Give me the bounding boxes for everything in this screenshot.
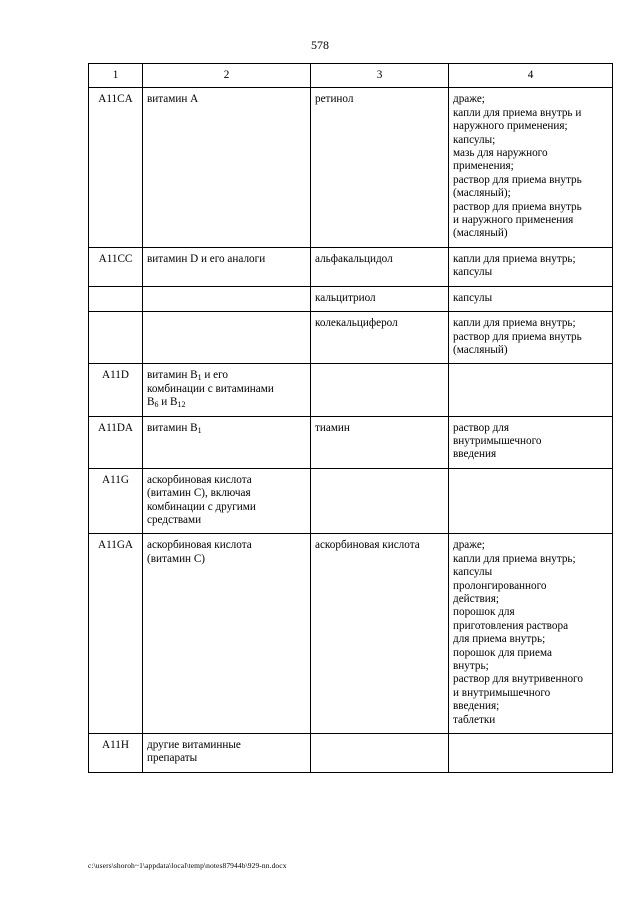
atc-code-cell: A11DA: [89, 416, 143, 468]
dosage-forms-cell: [449, 468, 613, 534]
dosage-form-line: действия;: [453, 593, 500, 605]
atc-code-cell: [89, 312, 143, 364]
table-row: [89, 286, 613, 311]
dosage-form-line: и внутримышечного: [453, 686, 551, 699]
dosage-form-line: раствор для приема внутрь: [453, 173, 582, 186]
substance-cell: [311, 468, 449, 534]
dosage-form-line: мазь для наружного: [453, 147, 548, 160]
group-name-line: [147, 474, 306, 487]
group-text: средствами: [147, 513, 202, 526]
substance-cell: ретинол: [311, 88, 449, 247]
dosage-form-line: внутримышечного: [453, 434, 542, 447]
group-name-cell: [143, 534, 311, 734]
table-row: [89, 247, 613, 286]
drug-classification-table: [88, 63, 613, 773]
dosage-forms-cell: [449, 416, 613, 468]
group-name-line: [147, 752, 306, 765]
subscript: 12: [177, 400, 186, 410]
dosage-form-line: внутрь;: [453, 660, 489, 673]
group-text: (витамин С), включая: [147, 487, 251, 500]
group-text: и B: [158, 396, 178, 409]
dosage-form-line: применения;: [453, 160, 514, 173]
dosage-forms-cell: [449, 88, 613, 247]
group-name-line: [147, 253, 306, 266]
dosage-form-line: (масляный): [453, 227, 508, 240]
group-text: аскорбиновая кислота: [147, 539, 252, 552]
group-text: витамин А: [147, 93, 199, 106]
group-name-line: [147, 553, 306, 566]
atc-code-cell: A11H: [89, 734, 143, 773]
dosage-form-line: раствор для приема внутрь: [453, 200, 582, 213]
substance-cell: тиамин: [311, 416, 449, 468]
dosage-form-line: введения;: [453, 700, 500, 713]
dosage-form-line: драже;: [453, 539, 485, 552]
group-text: B: [147, 396, 155, 409]
footer-file-path: c:\users\shoroh~1\appdata\local\temp\notes87944b\929-nn.docx: [88, 861, 287, 870]
column-header: 2: [143, 64, 311, 88]
column-header: 1: [89, 64, 143, 88]
group-name-line: [147, 539, 306, 552]
dosage-form-line: для приема внутрь;: [453, 633, 546, 646]
table-header-row: [89, 64, 613, 88]
group-name-line: [147, 93, 306, 106]
dosage-form-line: капсулы: [453, 266, 493, 279]
group-text: другие витаминные: [147, 739, 241, 752]
group-text: витамин D и его аналоги: [147, 252, 266, 265]
group-name-line: [147, 514, 306, 527]
atc-code-cell: A11GA: [89, 534, 143, 734]
dosage-forms-cell: [449, 734, 613, 773]
dosage-form-line: пролонгированного: [453, 579, 547, 592]
table-row: [89, 364, 613, 416]
group-text: витамин B: [147, 369, 198, 382]
dosage-form-line: раствор для: [453, 421, 510, 434]
dosage-form-line: капли для приема внутрь;: [453, 317, 576, 330]
group-name-cell: [143, 416, 311, 468]
group-text: витамин B: [147, 421, 198, 434]
atc-code-cell: A11CC: [89, 247, 143, 286]
substance-cell: альфакальцидол: [311, 247, 449, 286]
table-row: [89, 534, 613, 734]
dosage-form-line: наружного применения;: [453, 120, 568, 133]
atc-code-cell: A11D: [89, 364, 143, 416]
substance-cell: колекальциферол: [311, 312, 449, 364]
dosage-forms-cell: [449, 247, 613, 286]
group-name-line: [147, 487, 306, 500]
dosage-form-line: порошок для: [453, 606, 515, 619]
table-body: [89, 88, 613, 772]
table-row: [89, 88, 613, 247]
dosage-form-line: таблетки: [453, 713, 496, 726]
group-name-line: [147, 369, 306, 382]
dosage-form-line: капли для приема внутрь;: [453, 552, 576, 565]
dosage-forms-cell: [449, 286, 613, 311]
dosage-form-line: (масляный);: [453, 187, 511, 200]
table-row: [89, 416, 613, 468]
group-text: аскорбиновая кислота: [147, 473, 252, 486]
dosage-form-line: порошок для приема: [453, 646, 552, 659]
table-row: [89, 734, 613, 773]
page-number: 578: [311, 38, 329, 52]
table-row: [89, 312, 613, 364]
dosage-form-line: введения: [453, 448, 497, 461]
table-row: [89, 468, 613, 534]
substance-cell: [311, 734, 449, 773]
column-header: 3: [311, 64, 449, 88]
substance-cell: аскорбиновая кислота: [311, 534, 449, 734]
group-name-line: [147, 383, 306, 396]
dosage-form-line: капли для приема внутрь и: [453, 106, 582, 119]
dosage-form-line: капли для приема внутрь;: [453, 252, 576, 265]
dosage-form-line: и наружного применения: [453, 214, 574, 227]
subscript: 1: [197, 425, 202, 435]
group-name-cell: [143, 364, 311, 416]
group-name-line: [147, 396, 306, 409]
group-name-cell: [143, 468, 311, 534]
dosage-form-line: капсулы;: [453, 133, 496, 146]
dosage-forms-cell: [449, 534, 613, 734]
atc-code-cell: A11CA: [89, 88, 143, 247]
group-name-cell: [143, 286, 311, 311]
group-text: комбинации с другими: [147, 500, 256, 513]
dosage-forms-cell: [449, 364, 613, 416]
dosage-form-line: капсулы: [453, 291, 493, 304]
group-name-line: [147, 501, 306, 514]
dosage-form-line: (масляный): [453, 343, 508, 356]
atc-code-cell: [89, 286, 143, 311]
dosage-form-line: драже;: [453, 93, 485, 106]
group-name-cell: [143, 247, 311, 286]
dosage-form-line: раствор для внутривенного: [453, 673, 583, 686]
dosage-forms-cell: [449, 312, 613, 364]
group-name-line: [147, 422, 306, 435]
dosage-form-line: капсулы: [453, 566, 493, 579]
group-name-cell: [143, 88, 311, 247]
subscript: 1: [197, 373, 202, 383]
group-name-cell: [143, 734, 311, 773]
group-text: (витамин С): [147, 552, 206, 565]
subscript: 6: [154, 400, 159, 410]
group-name-line: [147, 739, 306, 752]
dosage-form-line: приготовления раствора: [453, 619, 569, 632]
substance-cell: кальцитриол: [311, 286, 449, 311]
group-text: препараты: [147, 752, 198, 765]
group-text: комбинации с витаминами: [147, 382, 274, 395]
substance-cell: [311, 364, 449, 416]
column-header: 4: [449, 64, 613, 88]
group-name-cell: [143, 312, 311, 364]
dosage-form-line: раствор для приема внутрь: [453, 330, 582, 343]
group-text: и его: [201, 369, 229, 382]
atc-code-cell: A11G: [89, 468, 143, 534]
